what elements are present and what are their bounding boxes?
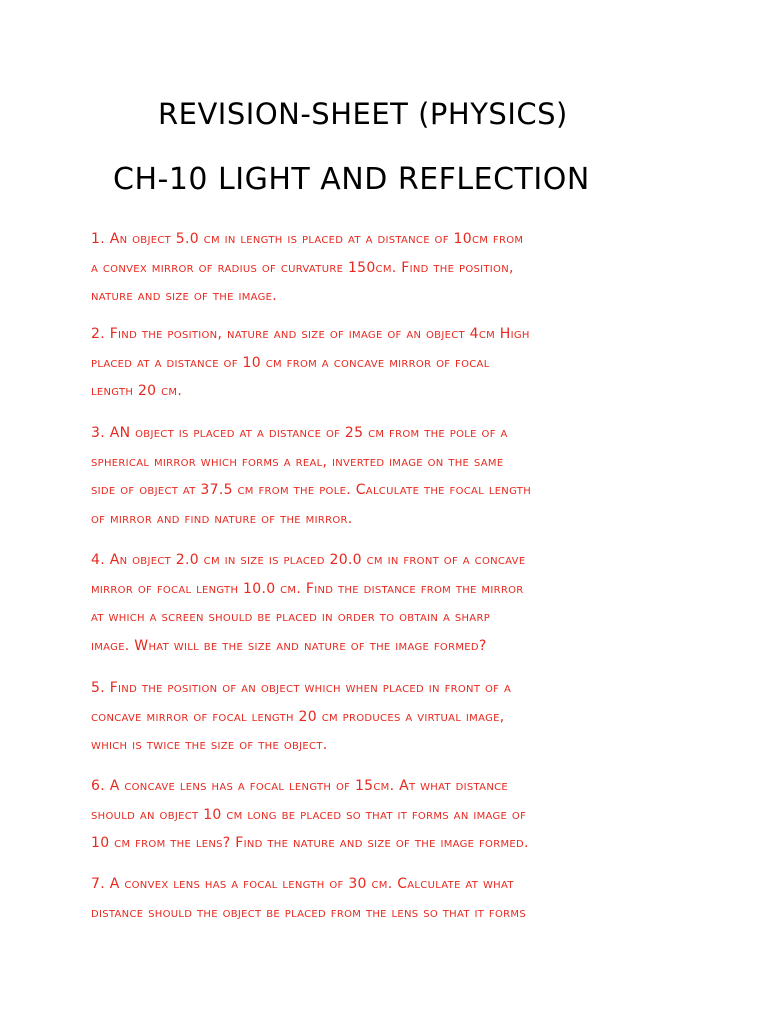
question-1	[91, 225, 691, 311]
question-2-line-2: placed at a distance of 10 cm from a concave mirror of focal	[91, 354, 490, 371]
question-3-line-3: side of object at 37.5 cm from the pole. Calculate the focal length	[91, 482, 532, 498]
question-3-line-2: spherical mirror which forms a real, inverted image on the same	[91, 453, 504, 470]
question-3-line-1: 3. AN object is placed at a distance of 25 cm from the pole of a	[91, 425, 508, 441]
question-6-line-1: 6. A concave lens has a focal length of 15cm. At what distance	[91, 778, 509, 794]
question-7	[91, 870, 691, 927]
question-7-line-2: distance should the object be placed from the lens so that it forms	[91, 904, 526, 921]
question-2-line-1: 2. Find the position, nature and size of image of an object 4cm High	[91, 326, 530, 342]
question-5-line-1: 5. Find the position of an object which when placed in front of a	[91, 680, 512, 696]
question-5-line-2: concave mirror of focal length 20 cm produces a virtual image,	[91, 708, 505, 725]
question-4	[91, 546, 691, 660]
question-1-line-1: 1. An object 5.0 cm in length is placed at a distance of 10cm from	[91, 231, 524, 247]
sheet-title: REVISION-SHEET (PHYSICS)	[158, 97, 568, 131]
question-1-line-2: a convex mirror of radius of curvature 150cm. Find the position,	[91, 259, 514, 276]
question-4-line-2: mirror of focal length 10.0 cm. Find the distance from the mirror	[91, 580, 524, 597]
question-3-line-4: of mirror and find nature of the mirror.	[91, 510, 353, 527]
question-5	[91, 674, 691, 760]
question-6	[91, 772, 691, 858]
question-4-line-3: at which a screen should be placed in order to obtain a sharp	[91, 609, 491, 625]
chapter-title: CH-10 LIGHT AND REFLECTION	[113, 162, 590, 197]
question-6-line-2: should an object 10 cm long be placed so that it forms an image of	[91, 806, 527, 823]
question-4-line-4: image. What will be the size and nature of the image formed?	[91, 637, 487, 654]
question-1-line-3: nature and size of the image.	[91, 288, 278, 304]
question-3	[91, 419, 691, 533]
question-4-line-1: 4. An object 2.0 cm in size is placed 20.0 cm in front of a concave	[91, 552, 526, 568]
question-7-line-1: 7. A convex lens has a focal length of 30 cm. Calculate at what	[91, 876, 514, 892]
question-2	[91, 320, 691, 406]
question-5-line-3: which is twice the size of the object.	[91, 737, 328, 753]
question-6-line-3: 10 cm from the lens? Find the nature and size of the image formed.	[91, 835, 529, 851]
question-2-line-3: length 20 cm.	[91, 383, 183, 399]
